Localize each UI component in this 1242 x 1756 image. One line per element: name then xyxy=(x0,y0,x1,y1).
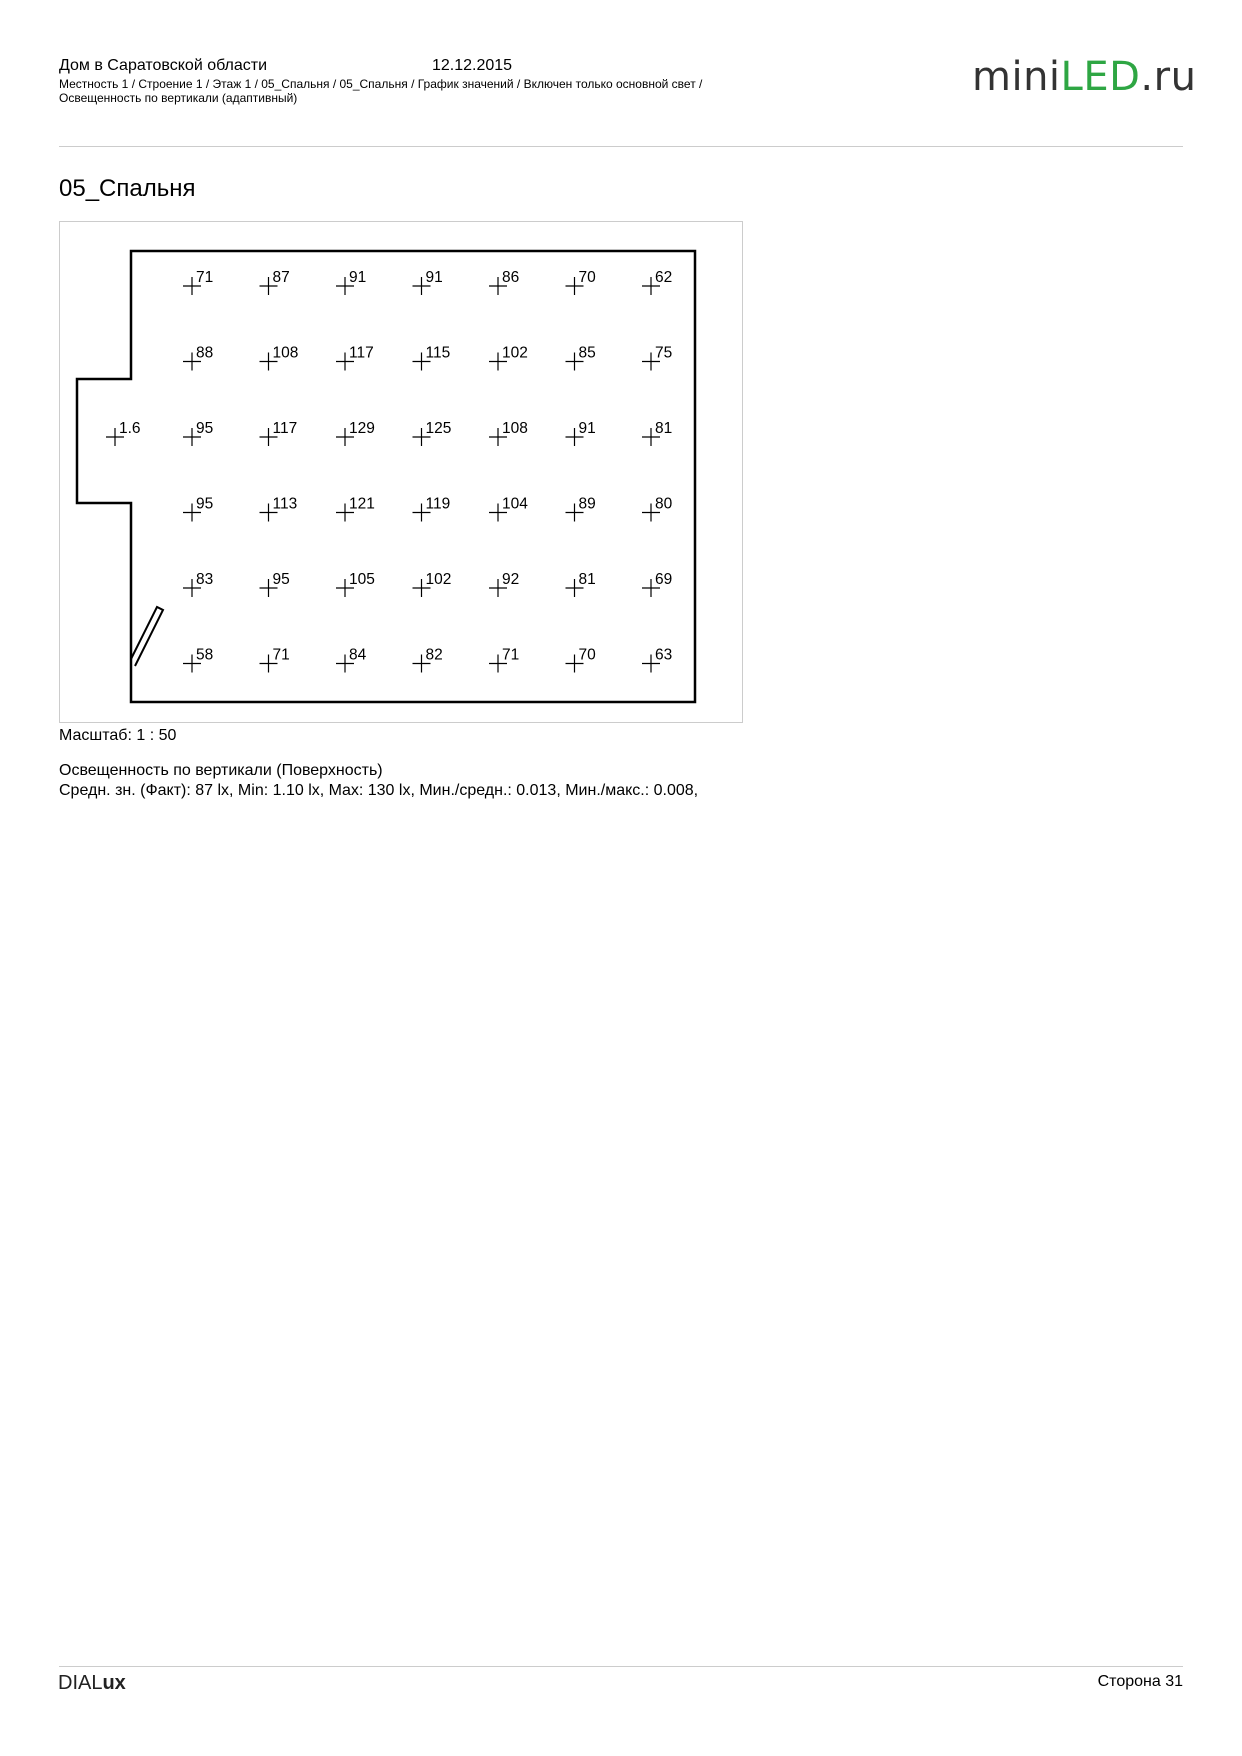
report-date: 12.12.2015 xyxy=(432,57,513,74)
measure-point-value: 108 xyxy=(272,344,299,362)
measure-point-value: 83 xyxy=(196,571,214,588)
measure-point-value: 91 xyxy=(578,420,596,437)
measure-point xyxy=(642,496,673,522)
measure-point-value: 129 xyxy=(349,420,375,437)
measure-point xyxy=(183,269,213,295)
measure-point xyxy=(183,571,213,597)
measure-point xyxy=(642,647,672,673)
dialux-logo xyxy=(58,1672,126,1695)
measure-point xyxy=(260,345,299,371)
measure-point xyxy=(413,269,443,295)
dialux-logo-bold: ux xyxy=(102,1672,126,1694)
measure-point xyxy=(642,420,672,446)
page-number: Сторона 31 xyxy=(1097,1673,1183,1690)
measure-point-value: 121 xyxy=(349,495,375,513)
measure-point-value: 125 xyxy=(425,420,452,437)
measure-point-value: 70 xyxy=(578,646,596,664)
measure-point-value: 95 xyxy=(196,420,214,437)
measure-point-value: 102 xyxy=(502,344,528,362)
measure-point xyxy=(260,420,298,446)
scale-label: Масштаб: 1 : 50 xyxy=(59,727,177,744)
header-divider xyxy=(59,146,1183,147)
breadcrumb-line-1: Местность 1 / Строение 1 / Этаж 1 / 05_Спальня / 05_Спальня / График значений / Включен только основной свет / xyxy=(59,77,703,91)
measure-point-value: 82 xyxy=(425,646,443,664)
measure-point xyxy=(260,269,290,295)
measure-point xyxy=(566,420,596,446)
measure-point-value: 1.6 xyxy=(119,420,141,437)
measure-point xyxy=(260,496,298,522)
summary-stats: Средн. зн. (Факт): 87 lx, Min: 1.10 lx, Max: 130 lx, Мин./средн.: 0.013, Мин./макс.: 0.008, xyxy=(59,782,699,799)
measure-point-value: 117 xyxy=(349,344,374,362)
measure-point-value: 71 xyxy=(272,646,290,664)
measure-point-value: 91 xyxy=(349,269,367,286)
measure-point xyxy=(566,571,596,597)
measure-point xyxy=(336,345,374,371)
measure-point-alcove xyxy=(106,420,141,446)
measure-point xyxy=(183,345,213,371)
measure-point-value: 113 xyxy=(272,495,298,513)
measure-point-value: 71 xyxy=(502,646,520,664)
measure-point-value: 89 xyxy=(578,495,596,513)
measure-point xyxy=(413,571,452,597)
measure-point xyxy=(183,496,213,522)
logo-part-ru: .ru xyxy=(1140,54,1197,100)
measure-point xyxy=(566,647,597,673)
measure-point xyxy=(413,496,451,522)
door-swing xyxy=(131,607,163,666)
measure-point-value: 85 xyxy=(578,344,596,362)
measure-point xyxy=(566,269,597,295)
measure-point-value: 119 xyxy=(425,495,451,513)
footer-divider xyxy=(59,1666,1183,1667)
measure-point xyxy=(489,647,519,673)
measure-point xyxy=(489,345,528,371)
measure-point xyxy=(566,345,596,371)
summary-title: Освещенность по вертикали (Поверхность) xyxy=(59,762,383,779)
measure-point xyxy=(260,571,290,597)
room-title: 05_Спальня xyxy=(59,175,196,202)
measure-point-value: 69 xyxy=(655,571,673,588)
measure-point-value: 70 xyxy=(578,269,596,286)
measure-point xyxy=(489,269,519,295)
measure-point-value: 117 xyxy=(272,420,298,437)
measure-point xyxy=(642,345,672,371)
measure-point-value: 58 xyxy=(196,646,214,664)
measure-point xyxy=(183,647,213,673)
floor-plan xyxy=(59,221,743,723)
floor-plan-svg xyxy=(60,222,742,722)
measure-point-value: 63 xyxy=(655,646,673,664)
measure-point-value: 108 xyxy=(502,420,528,437)
measure-point-value: 104 xyxy=(502,495,528,513)
measure-point xyxy=(336,420,375,446)
measure-point xyxy=(642,269,672,295)
measure-point xyxy=(566,496,596,522)
measure-point xyxy=(183,420,213,446)
measure-point xyxy=(642,571,672,597)
measure-point xyxy=(413,647,443,673)
measure-point-value: 91 xyxy=(425,269,443,286)
measure-point xyxy=(489,496,528,522)
measure-point-value: 95 xyxy=(272,571,290,588)
measure-point-value: 81 xyxy=(655,420,673,437)
measure-point xyxy=(489,571,519,597)
measure-point xyxy=(336,647,367,673)
measure-point-value: 86 xyxy=(502,269,520,286)
measure-point-value: 87 xyxy=(272,269,290,286)
measure-point-value: 71 xyxy=(196,269,214,286)
measure-point-value: 80 xyxy=(655,495,673,513)
measure-point xyxy=(336,571,375,597)
room-outline xyxy=(77,251,695,702)
measure-point xyxy=(489,420,528,446)
measure-point-value: 115 xyxy=(425,344,451,362)
measure-point xyxy=(336,496,375,522)
measure-point-value: 62 xyxy=(655,269,673,286)
measure-point-value: 75 xyxy=(655,344,673,362)
measure-point-value: 92 xyxy=(502,571,520,588)
breadcrumb xyxy=(59,77,759,105)
dialux-logo-light: DIAL xyxy=(58,1672,103,1694)
measure-point-value: 105 xyxy=(349,571,375,588)
measure-point-value: 84 xyxy=(349,646,367,664)
measure-point xyxy=(260,647,290,673)
measure-point-value: 81 xyxy=(578,571,596,588)
measure-point xyxy=(413,420,452,446)
logo-part-mini: mini xyxy=(972,54,1061,100)
measure-point xyxy=(413,345,451,371)
project-title: Дом в Саратовской области xyxy=(59,57,268,74)
measure-point xyxy=(336,269,366,295)
measure-point-value: 102 xyxy=(425,571,452,588)
breadcrumb-line-2: Освещенность по вертикали (адаптивный) xyxy=(59,91,298,105)
miniled-logo xyxy=(972,54,1196,100)
measure-point-value: 88 xyxy=(196,344,214,362)
measure-point-value: 95 xyxy=(196,495,214,513)
logo-part-led: LED xyxy=(1060,54,1141,100)
